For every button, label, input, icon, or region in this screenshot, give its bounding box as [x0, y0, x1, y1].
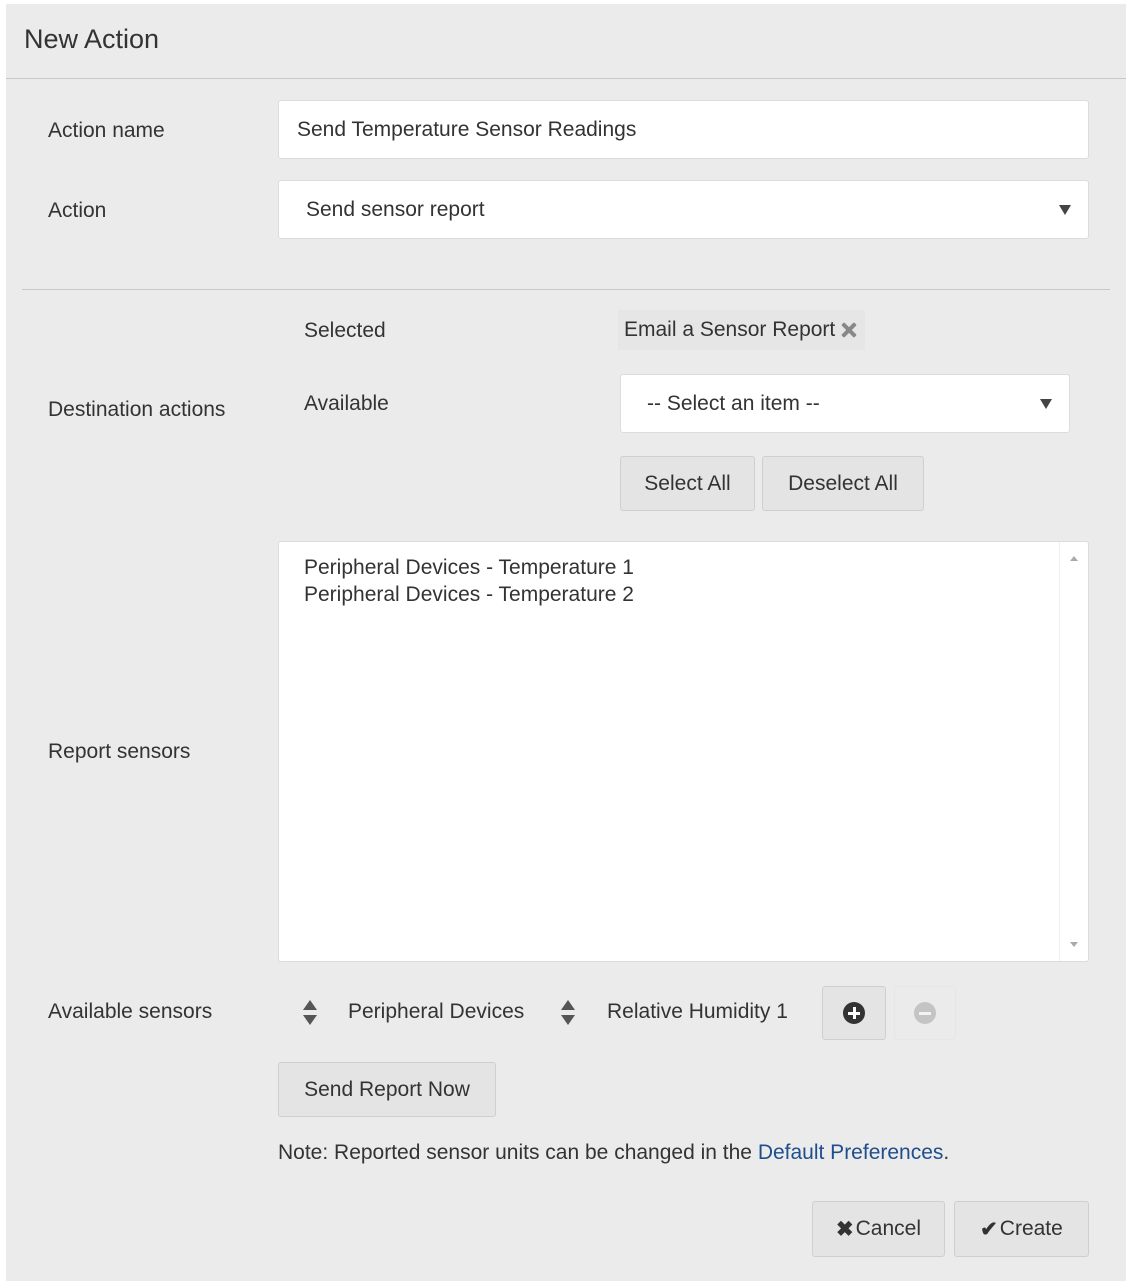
default-preferences-link[interactable]: Default Preferences [757, 1141, 944, 1164]
action-name-label: Action name [48, 119, 165, 142]
list-item[interactable]: Peripheral Devices - Temperature 1 [304, 556, 634, 579]
remove-sensor-button[interactable] [894, 986, 956, 1040]
times-icon[interactable] [839, 320, 859, 340]
report-sensors-listbox[interactable] [278, 541, 1089, 962]
dialog-header [6, 4, 1126, 79]
available-select-value: -- Select an item -- [647, 391, 820, 415]
send-report-now-button[interactable]: Send Report Now [278, 1062, 496, 1117]
action-select[interactable] [278, 180, 1089, 239]
selected-chip [618, 310, 865, 350]
available-label: Available [304, 392, 389, 415]
destination-actions-label: Destination actions [48, 398, 226, 421]
selected-label: Selected [304, 319, 386, 342]
deselect-all-button[interactable]: Deselect All [762, 456, 924, 511]
sort-icon[interactable] [303, 1000, 317, 1026]
minus-circle-icon [914, 1002, 936, 1024]
scroll-down-icon[interactable] [1070, 942, 1078, 947]
sensor-group-label[interactable]: Peripheral Devices [348, 1000, 525, 1023]
listbox-scrollbar[interactable] [1059, 542, 1088, 961]
caret-down-icon [1059, 205, 1071, 215]
report-sensors-items [304, 554, 634, 608]
x-icon: ✖ [836, 1217, 854, 1241]
report-sensors-label: Report sensors [48, 740, 191, 763]
action-label: Action [48, 199, 107, 222]
sensor-name-label[interactable]: Relative Humidity 1 [607, 1000, 788, 1023]
select-all-button[interactable]: Select All [620, 456, 755, 511]
available-sensors-label: Available sensors [48, 1000, 213, 1023]
note-text: Note: Reported sensor units can be changed in the Default Preferences. [278, 1141, 950, 1164]
cancel-label: Cancel [855, 1217, 921, 1240]
caret-down-icon [1040, 399, 1052, 409]
action-select-value: Send sensor report [306, 197, 485, 221]
selected-chip-label: Email a Sensor Report [624, 318, 836, 341]
plus-circle-icon [843, 1002, 865, 1024]
cancel-button[interactable] [812, 1201, 945, 1257]
create-button[interactable] [954, 1201, 1089, 1257]
available-select[interactable] [620, 374, 1070, 433]
new-action-dialog [6, 4, 1126, 1281]
section-divider [22, 289, 1110, 290]
dialog-title: New Action [24, 24, 160, 54]
check-icon: ✔ [980, 1217, 998, 1241]
sort-icon[interactable] [561, 1000, 575, 1026]
scroll-up-icon[interactable] [1070, 556, 1078, 561]
list-item[interactable]: Peripheral Devices - Temperature 2 [304, 583, 634, 606]
create-label: Create [999, 1217, 1063, 1240]
action-name-input[interactable] [278, 100, 1089, 159]
add-sensor-button[interactable] [822, 986, 886, 1040]
